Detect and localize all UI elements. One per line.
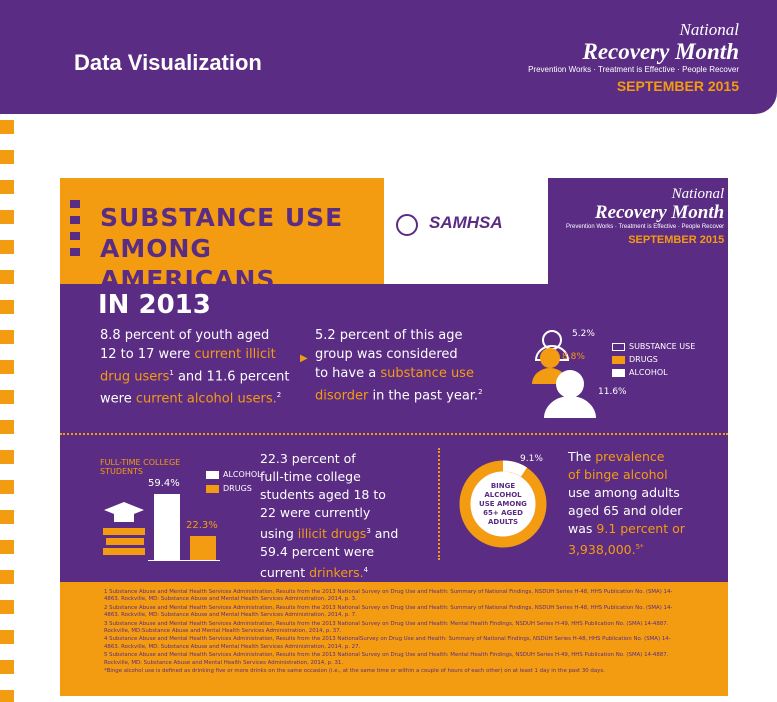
page-header (0, 0, 777, 114)
footnote: 4 Substance Abuse and Mental Health Services Administration, Results from the 2013 NationalSurvey on Drug Use and Health: Summary of National Findings, NSDUH Series H-48, HHS Publication No. (SMA) 14-4863. Rockville, MD: Substance Abuse and Mental Health Services Administration, 2014, p. 27. (104, 636, 671, 650)
footnote: 1 Substance Abuse and Mental Health Services Administration, Results from the 2013 National Survey on Drug Use and Health: Summary of National Findings, NSDUH Series H-48, HHS Publication No. (SMA) 14-4863. Rockville, MD: Substance Abuse and Mental Health Services Administration, 2014, p. 3. (104, 589, 673, 603)
bar-drugs (190, 536, 216, 560)
value-substance: 5.2% (572, 329, 595, 339)
hhs-seal-icon (396, 214, 418, 236)
footnote: *Binge alcohol use is defined as drinking five or more drinks on the same occasion (i.e., at the same time or within a couple of hours of each other) on at least 1 day in the past 30 days. (104, 668, 605, 675)
legend-drugs: DRUGS (612, 355, 658, 364)
samhsa-logo: SAMHSA (429, 213, 503, 232)
page-title: Data Visualization (74, 50, 262, 75)
college-chart-title: FULL-TIME COLLEGE STUDENTS (100, 458, 181, 476)
youth-people-icon (530, 326, 610, 421)
graduation-books-icon (100, 498, 150, 563)
poster-recovery-logo: National Recovery Month Prevention Works · Treatment is Effective · People Recover SEPTEMBER 2015 (566, 186, 725, 246)
samhsa-panel (384, 178, 548, 284)
header-date: SEPTEMBER 2015 (616, 78, 739, 94)
bar-alcohol (154, 494, 180, 560)
vertical-divider (438, 448, 440, 560)
college-text: 22.3 percent of full-time college students aged 18 to 22 were currently using illicit drugs$^3$ and 59.4 percent were current drinkers.$^4$ (260, 451, 399, 581)
footnote: 2 Substance Abuse and Mental Health Services Administration, Results from the 2013 National Survey on Drug Use and Health: Summary of National Findings, NSDUH Series H-48, HHS Publication No. (SMA) 14-4863. Rockville, MD: Substance Abuse and Mental Health Services Administration, 2014, p. 7. (104, 604, 673, 619)
donut-value: 9.1% (520, 454, 543, 464)
youth-text: 8.8 percent of youth aged 12 to 17 were current illicit drug users$^1$ and 11.6 percent were current alcohol users.$^2$ (100, 328, 290, 407)
poster-headline: SUBSTANCE USE AMONG AMERICANS (100, 203, 344, 294)
donut-label: BINGE ALCOHOL USE AMONG 65+ AGED ADULTS (479, 482, 527, 526)
legend-alcohol: ALCOHOL (612, 368, 668, 377)
disorder-text: 5.2 percent of this age group was considered to have a substance use disorder in the past year.$^2$ (315, 328, 483, 404)
recovery-month-logo: National Recovery Month Prevention Works · Treatment is Effective · People Recover SEPTEMBER 2015 (528, 20, 739, 94)
section-divider (60, 433, 728, 435)
footnotes (60, 582, 728, 696)
college-drugs-value: 22.3% (186, 520, 218, 531)
footnote: 5 Substance Abuse and Mental Health Services Administration, Results from the 2013 National Survey on Drug Use and Health: Mental Health Findings, NSDUH Series H-49, HHS Publication No. (SMA) 14-4887. Rockville, MD: Substance Abuse and Mental Health Services Administration, 2014, p. 31. (104, 652, 669, 666)
footnote: 3 Substance Abuse and Mental Health Services Administration, Results from the 2013 National Survey on Drug Use and Health: Mental Health Findings, NSDUH Series H-49, HHS Publication No. (SMA) 14-4887. Rockville, MD:Substance Abuse and Mental Health Services Administration, 2014, p. 37. (104, 620, 669, 635)
legend-college-alcohol: ALCOHOL (206, 470, 262, 479)
legend-substance: SUBSTANCE USE (612, 342, 695, 351)
binge-text: The prevalence of binge alcohol use among adults aged 65 and older was 9.1 percent or 3,938,000.$^{5*}$ (568, 449, 685, 558)
value-alcohol: 11.6% (598, 387, 627, 397)
legend-college-drugs: DRUGS (206, 484, 252, 493)
year-heading: IN 2013 (98, 290, 211, 320)
college-alcohol-value: 59.4% (148, 478, 180, 489)
headline-panel (60, 178, 384, 294)
value-drugs: 8.8% (562, 352, 585, 362)
arrow-icon: ▶ (300, 353, 308, 364)
